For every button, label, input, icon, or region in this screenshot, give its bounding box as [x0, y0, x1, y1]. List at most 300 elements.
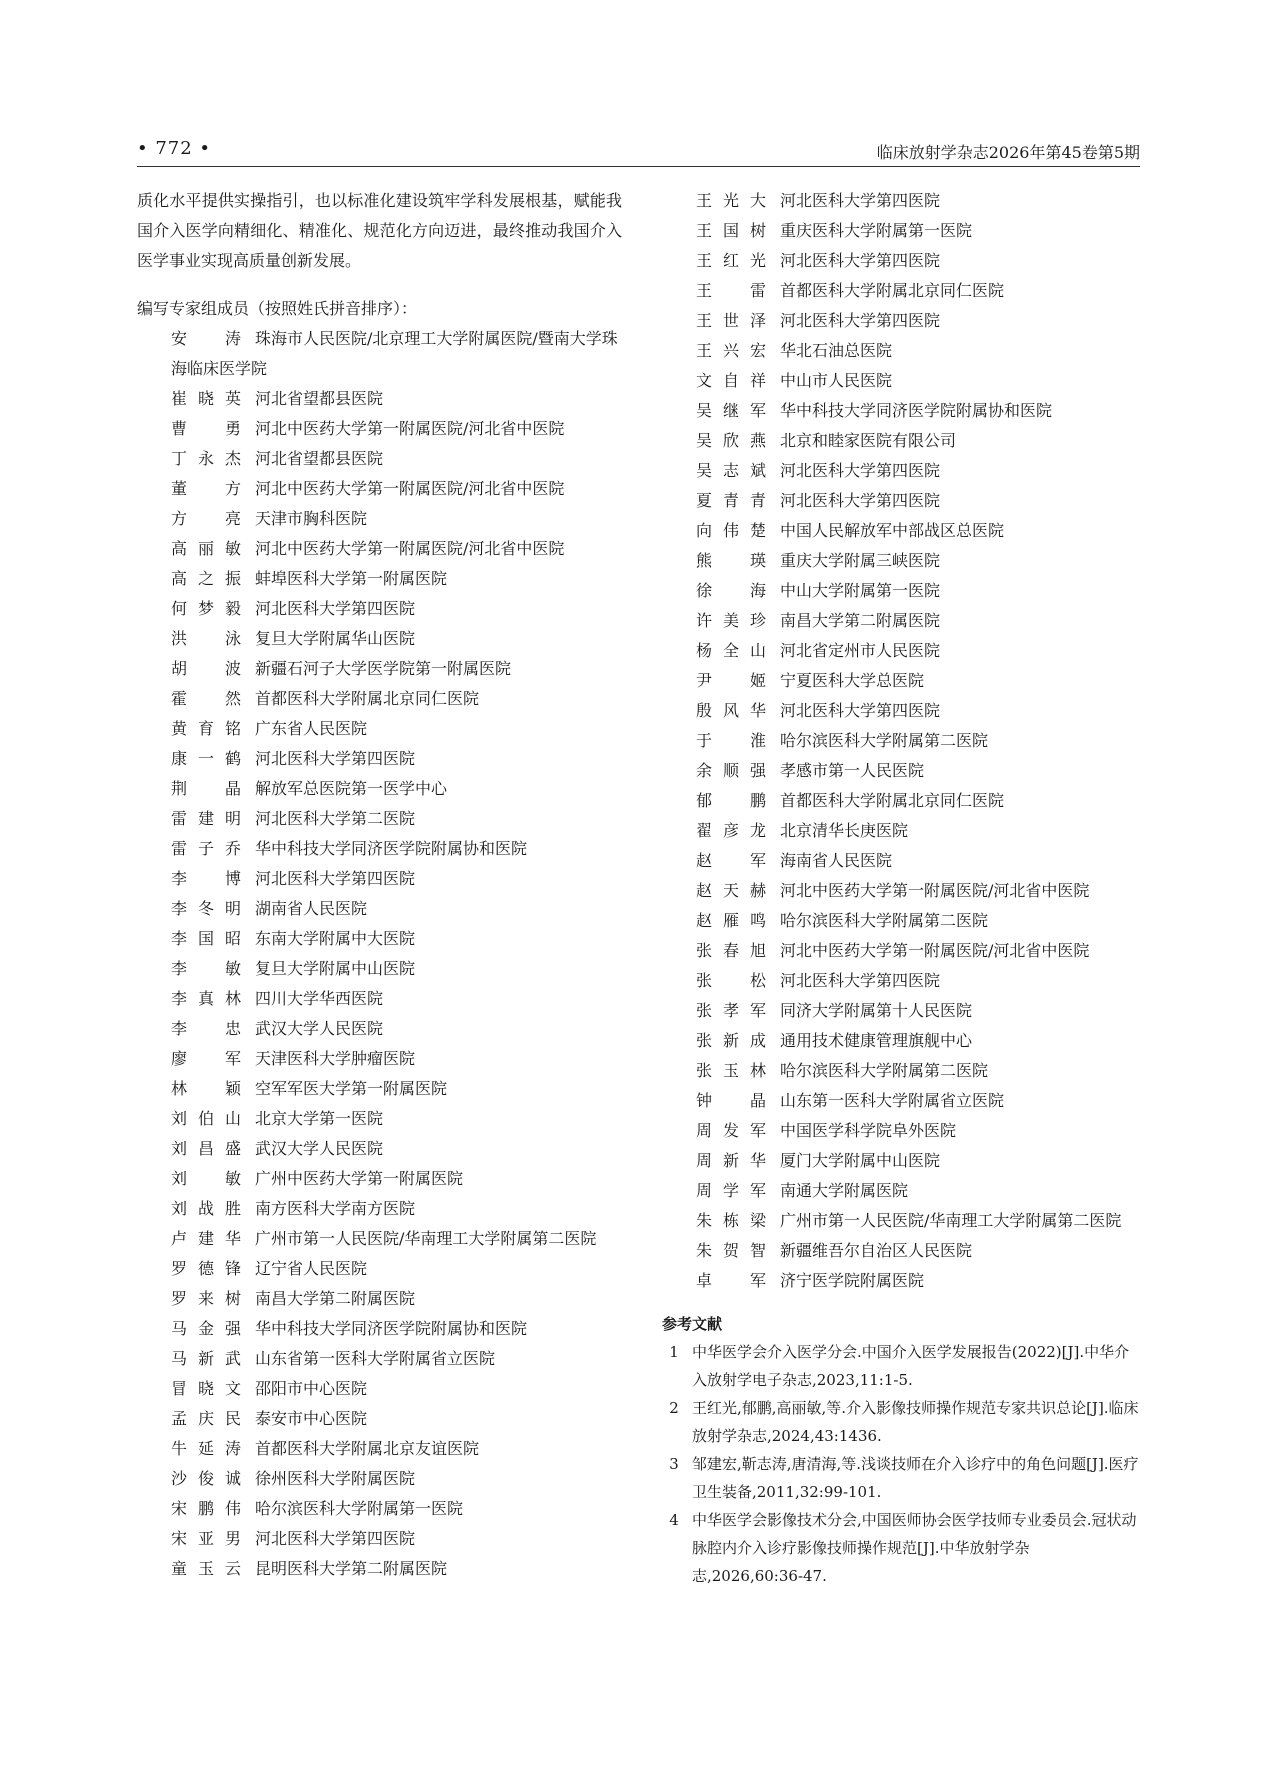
member-line — [137, 534, 622, 564]
member-entry — [137, 1284, 622, 1314]
member-line — [662, 246, 1140, 276]
member-name: 高之振 — [171, 569, 241, 588]
member-line — [662, 996, 1140, 1026]
member-entry — [662, 246, 1140, 276]
member-name: 翟彦龙 — [696, 821, 766, 840]
member-name: 王雷 — [696, 281, 766, 300]
member-affiliation: 湖南省人民医院 — [255, 899, 368, 918]
member-affiliation: 哈尔滨医科大学附属第一医院 — [255, 1499, 464, 1518]
member-name: 王兴宏 — [696, 341, 766, 360]
member-affiliation: 珠海市人民医院/北京理工大学附属医院/暨南大学珠海临床医学院 — [171, 329, 618, 378]
member-entry — [662, 1086, 1140, 1116]
member-line — [137, 414, 622, 444]
member-entry — [137, 1374, 622, 1404]
member-name: 李博 — [171, 869, 241, 888]
member-name: 康一鹤 — [171, 749, 241, 768]
member-line — [662, 1086, 1140, 1116]
member-name: 周新华 — [696, 1151, 766, 1170]
member-entry — [662, 276, 1140, 306]
member-name: 张春旭 — [696, 941, 766, 960]
member-line — [137, 924, 622, 954]
member-entry — [662, 1056, 1140, 1086]
member-name: 殷风华 — [696, 701, 766, 720]
member-line — [137, 1134, 622, 1164]
member-affiliation: 河北医科大学第四医院 — [780, 191, 941, 210]
member-entry — [662, 486, 1140, 516]
member-name: 李真林 — [171, 989, 241, 1008]
member-affiliation: 首都医科大学附属北京同仁医院 — [780, 791, 1005, 810]
member-entry — [662, 426, 1140, 456]
member-entry — [137, 1524, 622, 1554]
member-affiliation: 复旦大学附属华山医院 — [255, 629, 416, 648]
roster-title: 编写专家组成员（按照姓氏拼音排序）： — [137, 299, 418, 318]
member-line — [662, 756, 1140, 786]
member-affiliation: 河北省望都县医院 — [255, 389, 384, 408]
member-affiliation: 河北省望都县医院 — [255, 449, 384, 468]
member-affiliation: 河北医科大学第二医院 — [255, 809, 416, 828]
member-line — [662, 1116, 1140, 1146]
member-line — [137, 894, 622, 924]
member-name: 何梦毅 — [171, 599, 241, 618]
member-line — [662, 726, 1140, 756]
member-line — [662, 366, 1140, 396]
member-line — [137, 1284, 622, 1314]
member-name: 赵雁鸣 — [696, 911, 766, 930]
member-entry — [137, 714, 622, 744]
member-line — [137, 1074, 622, 1104]
member-name: 黄育铭 — [171, 719, 241, 738]
reference-text: 邹建宏,靳志涛,唐清海,等.浅谈技师在介入诊疗中的角色问题[J].医疗卫生装备,2011,32:99-101. — [692, 1455, 1139, 1501]
member-name: 洪泳 — [171, 629, 241, 648]
member-affiliation: 首都医科大学附属北京同仁医院 — [780, 281, 1005, 300]
member-affiliation: 南方医科大学南方医院 — [255, 1199, 416, 1218]
member-line — [137, 954, 622, 984]
member-name: 王光大 — [696, 191, 766, 210]
reference-item — [662, 1450, 1140, 1506]
member-affiliation: 天津医科大学肿瘤医院 — [255, 1049, 416, 1068]
member-line — [137, 654, 622, 684]
member-entry — [137, 684, 622, 714]
member-entry — [137, 834, 622, 864]
member-entry — [662, 756, 1140, 786]
member-entry — [662, 1206, 1140, 1236]
member-affiliation: 河北医科大学第四医院 — [255, 599, 416, 618]
member-name: 尹姬 — [696, 671, 766, 690]
member-line — [662, 1176, 1140, 1206]
member-affiliation: 北京和睦家医院有限公司 — [780, 431, 957, 450]
member-name: 李敏 — [171, 959, 241, 978]
member-entry — [137, 1224, 622, 1254]
member-name: 周学军 — [696, 1181, 766, 1200]
member-entry — [137, 564, 622, 594]
member-name: 宋亚男 — [171, 1529, 241, 1548]
member-name: 张新成 — [696, 1031, 766, 1050]
member-name: 郁鹏 — [696, 791, 766, 810]
member-name: 雷子乔 — [171, 839, 241, 858]
member-affiliation: 海南省人民医院 — [780, 851, 893, 870]
member-entry — [137, 1494, 622, 1524]
member-entry — [137, 864, 622, 894]
reference-number: 4 — [669, 1511, 679, 1529]
member-affiliation: 广东省人民医院 — [255, 719, 368, 738]
member-line — [662, 936, 1140, 966]
member-line — [662, 876, 1140, 906]
member-entry — [137, 654, 622, 684]
references-list — [662, 1338, 1140, 1590]
member-line — [662, 966, 1140, 996]
member-entry — [137, 804, 622, 834]
member-affiliation: 中国人民解放军中部战区总医院 — [780, 521, 1005, 540]
member-name: 王国树 — [696, 221, 766, 240]
member-line — [137, 864, 622, 894]
member-name: 崔晓英 — [171, 389, 241, 408]
intro-text: 质化水平提供实操指引，也以标准化建设筑牢学科发展根基，赋能我国介入医学向精细化、精准化、规范化方向迈进，最终推动我国介入医学事业实现高质量创新发展。 — [137, 191, 622, 270]
member-entry — [662, 1176, 1140, 1206]
member-entry — [662, 666, 1140, 696]
member-line — [137, 1314, 622, 1344]
member-entry — [137, 924, 622, 954]
member-name: 马新武 — [171, 1349, 241, 1368]
member-entry — [137, 1074, 622, 1104]
member-entry — [137, 1464, 622, 1494]
member-line — [137, 384, 622, 414]
member-entry — [137, 594, 622, 624]
member-affiliation: 河北医科大学第四医院 — [255, 1529, 416, 1548]
member-affiliation: 山东省第一医科大学附属省立医院 — [255, 1349, 496, 1368]
member-line — [662, 786, 1140, 816]
member-name: 于淮 — [696, 731, 766, 750]
member-name: 朱贺智 — [696, 1241, 766, 1260]
member-affiliation: 哈尔滨医科大学附属第二医院 — [780, 911, 989, 930]
member-line — [662, 576, 1140, 606]
member-name: 卢建华 — [171, 1229, 241, 1248]
member-entry — [662, 636, 1140, 666]
member-line — [662, 306, 1140, 336]
member-entry — [662, 936, 1140, 966]
member-line — [137, 984, 622, 1014]
member-name: 孟庆民 — [171, 1409, 241, 1428]
member-name: 张孝军 — [696, 1001, 766, 1020]
member-affiliation: 河北医科大学第四医院 — [255, 869, 416, 888]
reference-number: 3 — [669, 1455, 679, 1473]
member-line — [137, 324, 622, 384]
member-affiliation: 河北中医药大学第一附属医院/河北省中医院 — [255, 419, 565, 438]
member-affiliation: 河北医科大学第四医院 — [780, 311, 941, 330]
member-line — [662, 606, 1140, 636]
intro-paragraph — [137, 186, 622, 276]
member-name: 赵天赫 — [696, 881, 766, 900]
member-line — [137, 1464, 622, 1494]
member-affiliation: 新疆维吾尔自治区人民医院 — [780, 1241, 973, 1260]
member-line — [137, 1404, 622, 1434]
member-entry — [662, 846, 1140, 876]
member-line — [662, 666, 1140, 696]
member-affiliation: 河北医科大学第四医院 — [780, 491, 941, 510]
member-line — [662, 1056, 1140, 1086]
member-name: 胡波 — [171, 659, 241, 678]
member-entry — [662, 1026, 1140, 1056]
member-name: 吴志斌 — [696, 461, 766, 480]
member-name: 杨全山 — [696, 641, 766, 660]
member-name: 刘敏 — [171, 1169, 241, 1188]
member-line — [662, 486, 1140, 516]
member-affiliation: 华中科技大学同济医学院附属协和医院 — [255, 839, 528, 858]
member-affiliation: 河北中医药大学第一附属医院/河北省中医院 — [255, 479, 565, 498]
member-entry — [137, 954, 622, 984]
member-line — [137, 564, 622, 594]
reference-number: 1 — [669, 1343, 679, 1361]
member-affiliation: 昆明医科大学第二附属医院 — [255, 1559, 448, 1578]
member-name: 向伟楚 — [696, 521, 766, 540]
member-entry — [662, 1116, 1140, 1146]
member-entry — [137, 414, 622, 444]
member-line — [662, 336, 1140, 366]
member-entry — [137, 774, 622, 804]
header-rule — [137, 166, 1140, 167]
member-entry — [137, 1554, 622, 1584]
member-line — [662, 396, 1140, 426]
member-line — [662, 846, 1140, 876]
member-affiliation: 东南大学附属中大医院 — [255, 929, 416, 948]
left-member-list — [137, 324, 622, 1584]
member-name: 罗来树 — [171, 1289, 241, 1308]
member-affiliation: 广州中医药大学第一附属医院 — [255, 1169, 464, 1188]
member-entry — [137, 1194, 622, 1224]
reference-text: 中华医学会影像技术分会,中国医师协会医学技师专业委员会.冠状动脉腔内介入诊疗影像技师操作规范[J].中华放射学杂志,2026,60:36-47. — [692, 1511, 1137, 1585]
member-name: 丁永杰 — [171, 449, 241, 468]
member-affiliation: 河北医科大学第四医院 — [780, 461, 941, 480]
member-affiliation: 北京清华长庚医院 — [780, 821, 909, 840]
member-entry — [137, 984, 622, 1014]
member-name: 熊瑛 — [696, 551, 766, 570]
member-name: 冒晓文 — [171, 1379, 241, 1398]
member-affiliation: 泰安市中心医院 — [255, 1409, 368, 1428]
member-name: 刘战胜 — [171, 1199, 241, 1218]
member-entry — [137, 744, 622, 774]
member-line — [137, 1254, 622, 1284]
member-name: 方亮 — [171, 509, 241, 528]
member-name: 周发军 — [696, 1121, 766, 1140]
member-line — [662, 636, 1140, 666]
member-affiliation: 华北石油总医院 — [780, 341, 893, 360]
reference-text: 中华医学会介入医学分会.中国介入医学发展报告(2022)[J].中华介入放射学电子杂志,2023,11:1-5. — [692, 1343, 1130, 1389]
member-line — [137, 834, 622, 864]
member-affiliation: 通用技术健康管理旗舰中心 — [780, 1031, 973, 1050]
member-line — [137, 1194, 622, 1224]
member-name: 童玉云 — [171, 1559, 241, 1578]
member-affiliation: 山东第一医科大学附属省立医院 — [780, 1091, 1005, 1110]
member-line — [662, 546, 1140, 576]
member-line — [137, 474, 622, 504]
member-affiliation: 华中科技大学同济医学院附属协和医院 — [255, 1319, 528, 1338]
member-line — [662, 216, 1140, 246]
page-number: • 772 • — [137, 138, 212, 159]
member-name: 高丽敏 — [171, 539, 241, 558]
member-entry — [137, 324, 622, 384]
member-entry — [662, 816, 1140, 846]
member-affiliation: 华中科技大学同济医学院附属协和医院 — [780, 401, 1053, 420]
member-line — [662, 426, 1140, 456]
member-line — [662, 186, 1140, 216]
member-entry — [137, 1434, 622, 1464]
member-entry — [662, 456, 1140, 486]
member-affiliation: 广州市第一人民医院/华南理工大学附属第二医院 — [255, 1229, 597, 1248]
member-line — [137, 1554, 622, 1584]
member-affiliation: 同济大学附属第十人民医院 — [780, 1001, 973, 1020]
member-name: 李冬明 — [171, 899, 241, 918]
member-name: 霍然 — [171, 689, 241, 708]
member-line — [662, 1146, 1140, 1176]
member-name: 李忠 — [171, 1019, 241, 1038]
member-affiliation: 河北中医药大学第一附属医院/河北省中医院 — [780, 881, 1090, 900]
member-line — [137, 804, 622, 834]
member-line — [137, 594, 622, 624]
member-affiliation: 武汉大学人民医院 — [255, 1139, 384, 1158]
member-entry — [137, 1134, 622, 1164]
reference-item — [662, 1338, 1140, 1394]
member-name: 王世泽 — [696, 311, 766, 330]
member-name: 李国昭 — [171, 929, 241, 948]
member-line — [662, 906, 1140, 936]
member-line — [137, 1164, 622, 1194]
member-entry — [662, 696, 1140, 726]
member-entry — [137, 1164, 622, 1194]
member-line — [137, 774, 622, 804]
member-affiliation: 中国医学科学院阜外医院 — [780, 1121, 957, 1140]
member-affiliation: 重庆医科大学附属第一医院 — [780, 221, 973, 240]
member-entry — [662, 216, 1140, 246]
references-title: 参考文献 — [662, 1315, 723, 1333]
member-line — [137, 714, 622, 744]
member-name: 吴继军 — [696, 401, 766, 420]
member-affiliation: 宁夏医科大学总医院 — [780, 671, 925, 690]
member-affiliation: 解放军总医院第一医学中心 — [255, 779, 448, 798]
member-affiliation: 武汉大学人民医院 — [255, 1019, 384, 1038]
member-name: 马金强 — [171, 1319, 241, 1338]
member-entry — [662, 366, 1140, 396]
member-entry — [137, 1344, 622, 1374]
member-name: 安涛 — [171, 329, 241, 348]
member-entry — [662, 576, 1140, 606]
member-name: 刘昌盛 — [171, 1139, 241, 1158]
running-header — [137, 136, 1140, 166]
member-affiliation: 南昌大学第二附属医院 — [255, 1289, 416, 1308]
member-affiliation: 首都医科大学附属北京同仁医院 — [255, 689, 480, 708]
member-name: 荆晶 — [171, 779, 241, 798]
member-entry — [137, 624, 622, 654]
member-entry — [662, 186, 1140, 216]
member-affiliation: 南通大学附属医院 — [780, 1181, 909, 1200]
member-name: 卓军 — [696, 1271, 766, 1290]
member-entry — [662, 996, 1140, 1026]
member-name: 吴欣燕 — [696, 431, 766, 450]
member-entry — [137, 444, 622, 474]
member-line — [137, 744, 622, 774]
member-entry — [662, 1236, 1140, 1266]
member-name: 林颖 — [171, 1079, 241, 1098]
member-name: 文自祥 — [696, 371, 766, 390]
member-affiliation: 河北省定州市人民医院 — [780, 641, 941, 660]
right-member-list — [662, 186, 1140, 1296]
member-line — [137, 684, 622, 714]
member-affiliation: 河北医科大学第四医院 — [255, 749, 416, 768]
member-entry — [137, 1314, 622, 1344]
member-name: 余顺强 — [696, 761, 766, 780]
member-name: 雷建明 — [171, 809, 241, 828]
member-entry — [137, 384, 622, 414]
member-entry — [137, 504, 622, 534]
member-name: 朱栋梁 — [696, 1211, 766, 1230]
reference-item — [662, 1394, 1140, 1450]
member-name: 许美珍 — [696, 611, 766, 630]
member-entry — [137, 1254, 622, 1284]
member-affiliation: 广州市第一人民医院/华南理工大学附属第二医院 — [780, 1211, 1122, 1230]
member-line — [662, 696, 1140, 726]
member-line — [137, 1494, 622, 1524]
member-entry — [662, 1266, 1140, 1296]
member-name: 廖军 — [171, 1049, 241, 1068]
member-entry — [137, 894, 622, 924]
journal-title: 临床放射学杂志2026年第45卷第5期 — [876, 143, 1140, 162]
member-entry — [662, 786, 1140, 816]
member-affiliation: 蚌埠医科大学第一附属医院 — [255, 569, 448, 588]
member-affiliation: 河北医科大学第四医院 — [780, 701, 941, 720]
member-affiliation: 河北中医药大学第一附属医院/河北省中医院 — [780, 941, 1090, 960]
left-column — [137, 186, 622, 1584]
member-line — [137, 1104, 622, 1134]
member-name: 刘伯山 — [171, 1109, 241, 1128]
member-line — [137, 1524, 622, 1554]
member-affiliation: 河北医科大学第四医院 — [780, 251, 941, 270]
member-affiliation: 河北中医药大学第一附属医院/河北省中医院 — [255, 539, 565, 558]
member-line — [662, 516, 1140, 546]
member-entry — [137, 534, 622, 564]
member-affiliation: 重庆大学附属三峡医院 — [780, 551, 941, 570]
member-name: 张玉林 — [696, 1061, 766, 1080]
member-affiliation: 复旦大学附属中山医院 — [255, 959, 416, 978]
member-affiliation: 哈尔滨医科大学附属第二医院 — [780, 1061, 989, 1080]
member-affiliation: 徐州医科大学附属医院 — [255, 1469, 416, 1488]
member-name: 钟晶 — [696, 1091, 766, 1110]
member-line — [137, 1014, 622, 1044]
member-name: 王红光 — [696, 251, 766, 270]
member-affiliation: 新疆石河子大学医学院第一附属医院 — [255, 659, 512, 678]
member-affiliation: 中山市人民医院 — [780, 371, 893, 390]
member-line — [137, 504, 622, 534]
member-affiliation: 哈尔滨医科大学附属第二医院 — [780, 731, 989, 750]
member-line — [662, 276, 1140, 306]
member-line — [137, 624, 622, 654]
member-entry — [662, 516, 1140, 546]
member-line — [662, 1026, 1140, 1056]
member-affiliation: 济宁医学院附属医院 — [780, 1271, 925, 1290]
member-affiliation: 南昌大学第二附属医院 — [780, 611, 941, 630]
member-entry — [662, 1146, 1140, 1176]
member-affiliation: 孝感市第一人民医院 — [780, 761, 925, 780]
member-name: 徐海 — [696, 581, 766, 600]
member-entry — [137, 1044, 622, 1074]
member-line — [137, 444, 622, 474]
reference-item — [662, 1506, 1140, 1590]
member-affiliation: 中山大学附属第一医院 — [780, 581, 941, 600]
reference-number: 2 — [669, 1399, 679, 1417]
reference-text: 王红光,郁鹏,高丽敏,等.介入影像技师操作规范专家共识总论[J].临床放射学杂志,2024,43:1436. — [692, 1399, 1139, 1445]
member-entry — [662, 396, 1140, 426]
member-entry — [137, 474, 622, 504]
member-affiliation: 河北医科大学第四医院 — [780, 971, 941, 990]
member-name: 牛延涛 — [171, 1439, 241, 1458]
member-affiliation: 四川大学华西医院 — [255, 989, 384, 1008]
